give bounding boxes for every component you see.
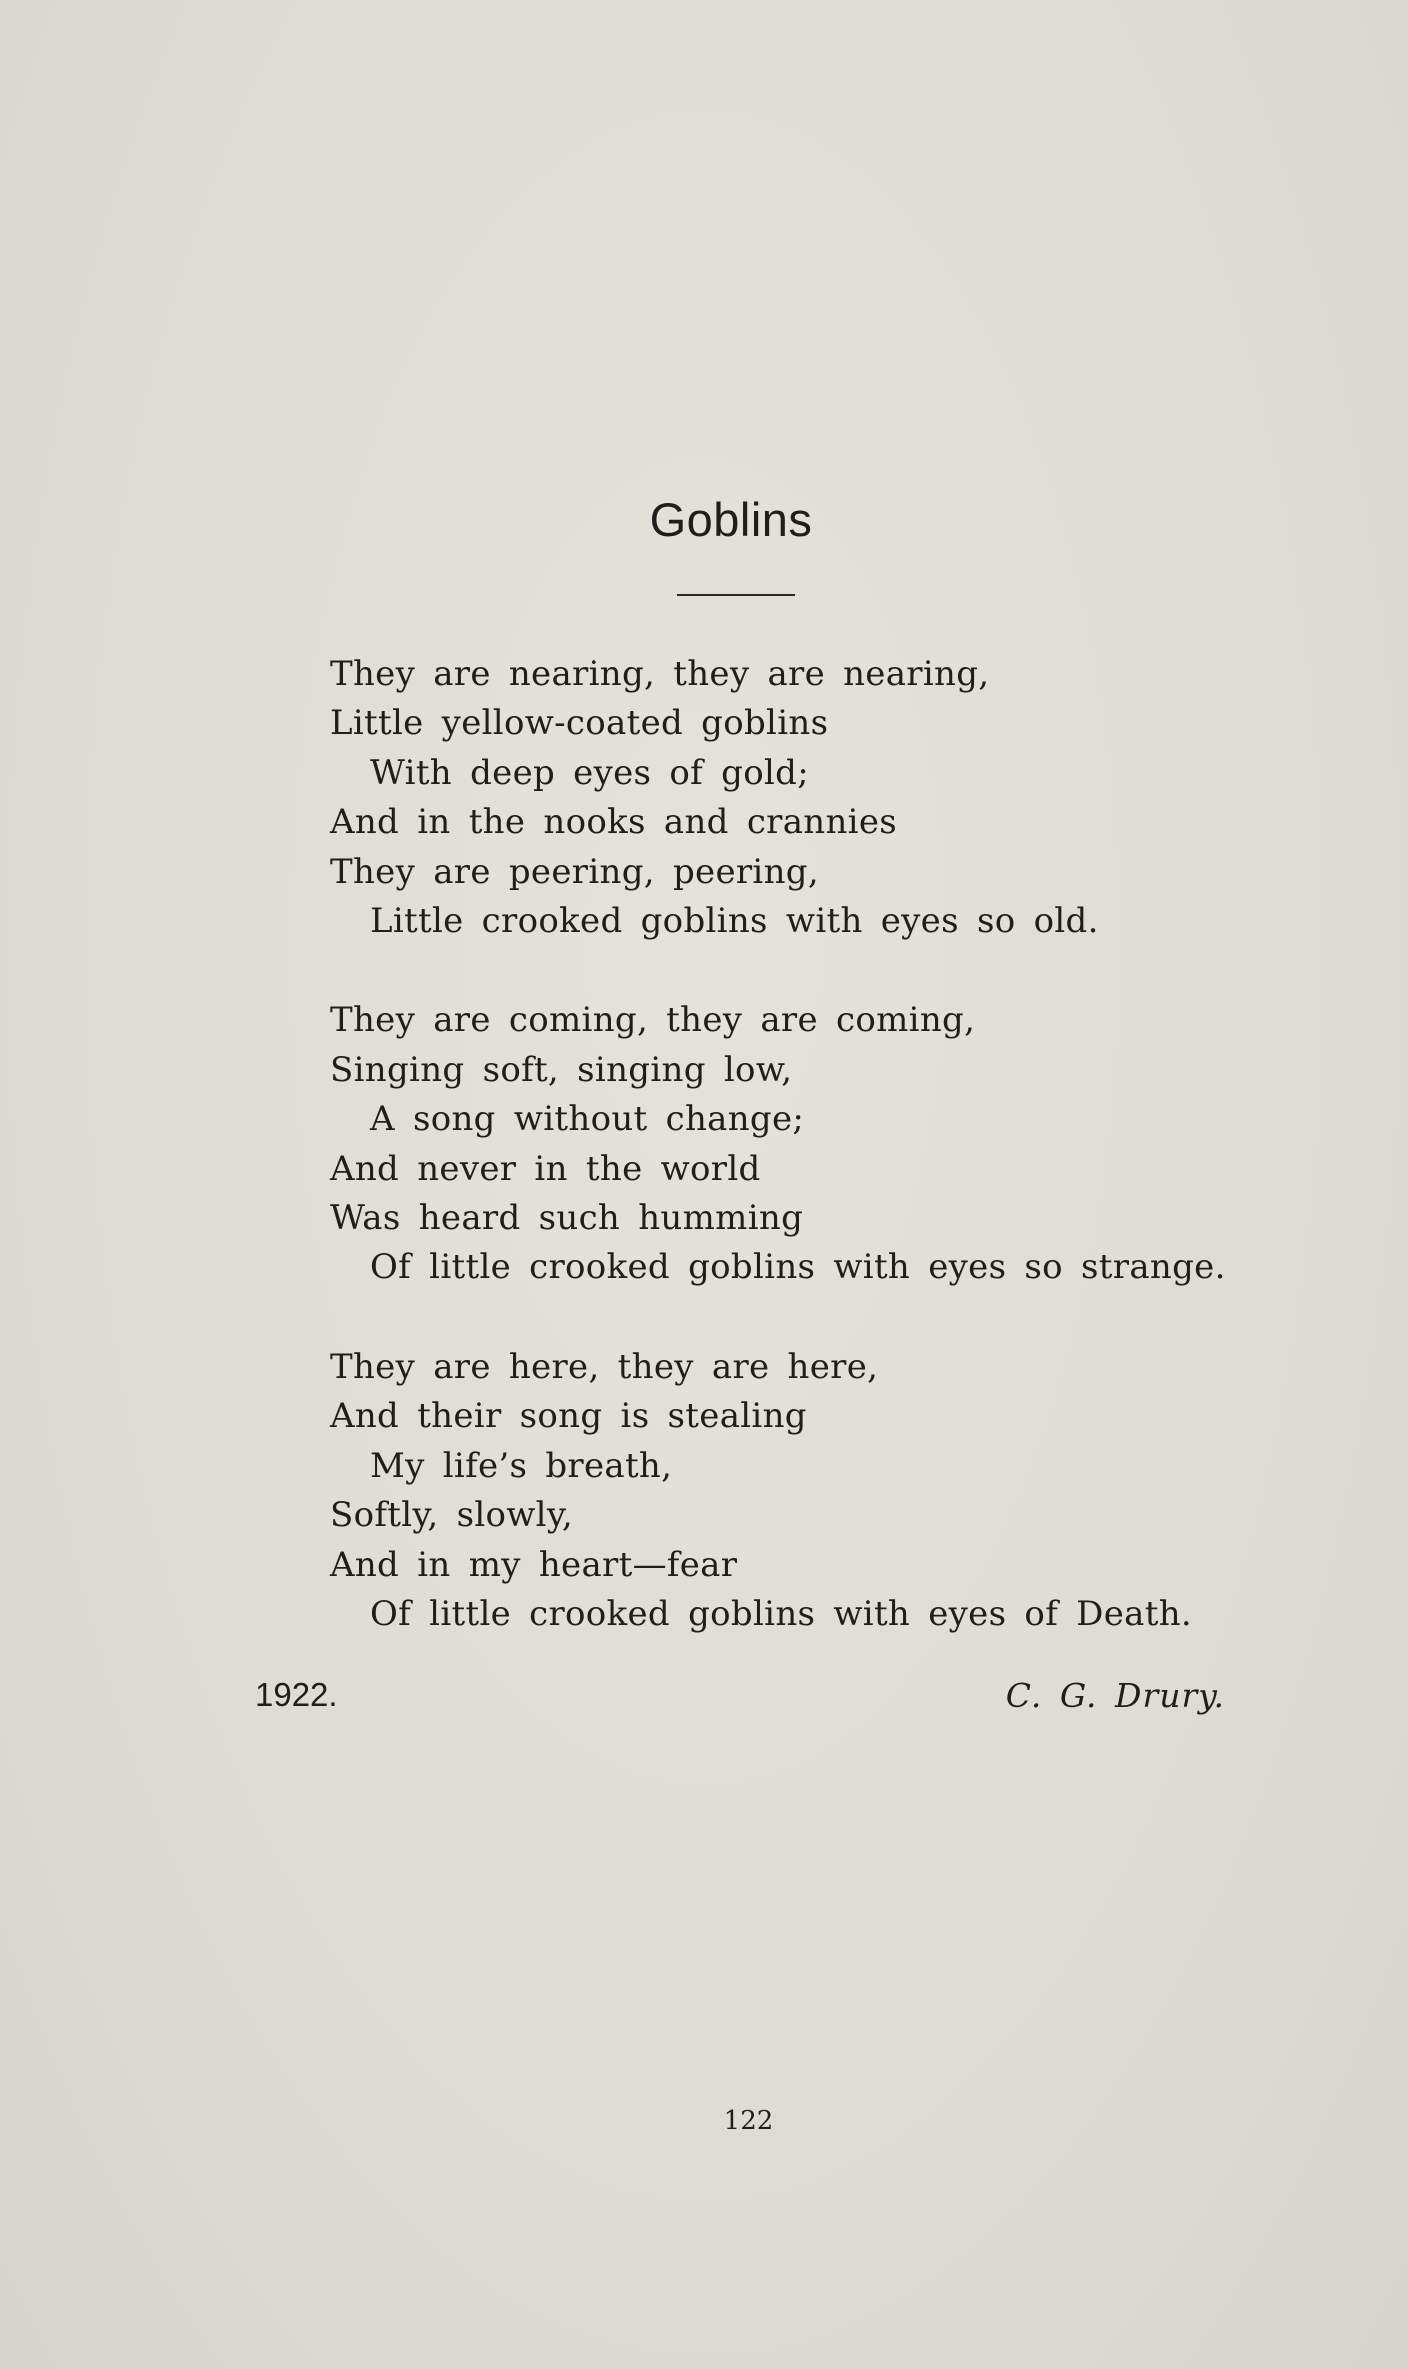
poem-line: Little yellow-coated goblins <box>330 703 829 744</box>
poem-title: Goblins <box>649 493 813 546</box>
poem-line: My life’s breath, <box>370 1445 673 1486</box>
stanza-3 <box>330 1343 1330 1639</box>
poem-line: And in my heart—fear <box>330 1544 738 1585</box>
poem-line: They are here, they are here, <box>330 1346 879 1387</box>
poem-body <box>330 650 1330 1689</box>
poem-line: Of little crooked goblins with eyes of Death. <box>370 1593 1193 1634</box>
title-divider <box>677 594 795 596</box>
poem-author: C. G. Drury. <box>1005 1676 1225 1715</box>
poem-line: And never in the world <box>330 1148 761 1189</box>
stanza-2 <box>330 996 1330 1292</box>
poem-line: They are nearing, they are nearing, <box>330 654 990 694</box>
poem-line: And in the nooks and crannies <box>330 802 898 843</box>
stanza-1 <box>330 650 1330 946</box>
poem-line: And their song is stealing <box>330 1396 807 1437</box>
poem-line: Softly, slowly, <box>330 1495 573 1536</box>
poem-line: With deep eyes of gold; <box>370 752 809 793</box>
poem-year: 1922. <box>255 1676 338 1713</box>
poem-line: Little crooked goblins with eyes so old. <box>370 901 1099 942</box>
poem-line: They are coming, they are coming, <box>330 1000 976 1041</box>
poem-line: Was heard such humming <box>330 1198 804 1239</box>
poem-line: Singing soft, singing low, <box>330 1049 793 1090</box>
poem-line: They are peering, peering, <box>330 851 819 892</box>
poem-line: Of little crooked goblins with eyes so strange. <box>370 1247 1226 1288</box>
poem-line: A song without change; <box>370 1099 805 1140</box>
page-number: 122 <box>723 2106 774 2136</box>
